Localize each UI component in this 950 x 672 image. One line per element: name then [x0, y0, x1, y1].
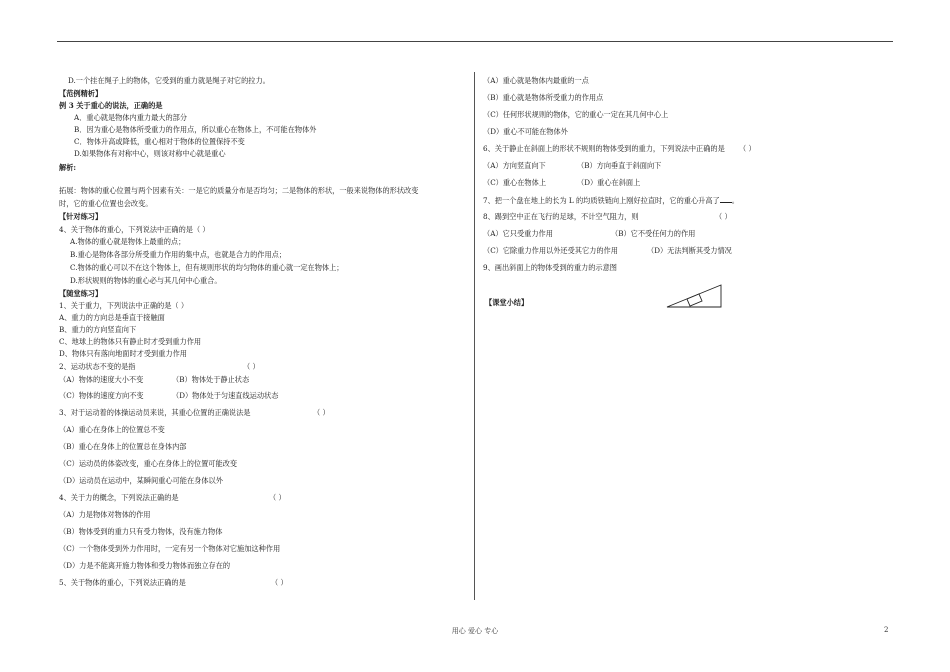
text-line: （A）重心就是物体内最重的一点: [483, 76, 589, 85]
text-line: （C）一个物体受到外力作用时，一定有另一个物体对它施加这种作用: [59, 544, 281, 553]
text-line: （C）重心在物体上: [483, 178, 547, 187]
text-line: （C）物体的速度方向不变: [59, 391, 144, 400]
text-line: 例 3 关于重心的说法，正确的是: [59, 101, 163, 110]
text-line: 4、关于力的概念，下列说法正确的是: [59, 493, 179, 502]
text-line: （ ）: [243, 362, 260, 371]
text-line: （ ）: [271, 578, 288, 587]
text-line: （A）重心在身体上的位置总不变: [59, 425, 165, 434]
text-line: （D）无法判断其受力情况: [647, 246, 732, 255]
answer-blank[interactable]: [720, 196, 732, 203]
question-7-end: 。: [731, 196, 739, 205]
question-7-text: 7、把一个盘在地上的长为 L 的均质铁链向上刚好拉直时，它的重心升高了: [483, 196, 720, 205]
text-line: C．物体升高或降低，重心相对于物体的位置保持不变: [74, 137, 245, 146]
text-line: （B）物体受到的重力只有受力物体，没有施力物体: [59, 527, 223, 536]
text-line: 8、踢到空中正在飞行的足球，不计空气阻力，则: [483, 212, 639, 221]
text-line: 【针对练习】: [59, 212, 103, 221]
text-line: （C）它除重力作用以外还受其它力的作用: [483, 246, 618, 255]
text-line: （ ）: [269, 493, 286, 502]
text-line: （ ）: [739, 144, 756, 153]
text-line: B．因为重心是物体所受重力的作用点，所以重心在物体上，不可能在物体外: [74, 125, 317, 134]
text-line: 4、关于物体的重心，下列说法中正确的是（ ）: [59, 225, 210, 234]
text-line: （B）物体处于静止状态: [172, 375, 250, 384]
text-line: （A）它只受重力作用: [483, 229, 553, 238]
text-line: （ ）: [715, 212, 732, 221]
text-line: 拓展：物体的重心位置与两个因素有关：一是它的质量分布是否均匀；二是物体的形状，一般来说物体的形状改变: [59, 186, 419, 195]
text-line: 【范例精析】: [59, 89, 103, 98]
text-line: 1、关于重力，下列说法中正确的是（ ）: [59, 301, 189, 310]
text-line: （B）重心就是物体所受重力的作用点: [483, 93, 604, 102]
text-line: （D）重心在斜面上: [577, 178, 641, 187]
text-line: 时，它的重心位置也会改变。: [59, 199, 153, 208]
text-line: 【随堂练习】: [59, 289, 103, 298]
text-line: （C）任何形状规则的物体，它的重心一定在其几何中心上: [483, 110, 669, 119]
text-line: 解析:: [59, 163, 77, 172]
page-footer: 用心 爱心 专心: [451, 627, 499, 635]
text-line: D.如果物体有对称中心，则该对称中心就是重心: [74, 149, 226, 158]
text-line: B、重力的方向竖直向下: [59, 325, 137, 334]
text-line: （B）重心在身体上的位置总在身体内部: [59, 442, 187, 451]
header-rule: [57, 41, 893, 42]
incline-diagram: [666, 283, 724, 309]
text-line: （ ）: [313, 408, 330, 417]
text-line: 6、关于静止在斜面上的形状不规则的物体受到的重力，下列说法中正确的是: [483, 144, 725, 153]
text-line: （A）力是物体对物体的作用: [59, 510, 151, 519]
column-divider: [474, 72, 475, 600]
text-line: （A）方向竖直向下: [483, 161, 546, 170]
text-line: D、物体只有落向地面时才受到重力作用: [59, 349, 187, 358]
text-line: （D）运动员在运动中，某瞬间重心可能在身体以外: [59, 476, 223, 485]
text-line: （D）物体处于匀速直线运动状态: [172, 391, 279, 400]
page-number: 2: [884, 626, 889, 634]
text-line: C.物体的重心可以不在这个物体上，但有规则形状的均匀物体的重心就一定在物体上；: [70, 263, 344, 272]
text-line: （D）重心不可能在物体外: [483, 127, 568, 136]
text-line: D.一个挂在绳子上的物体，它受到的重力就是绳子对它的拉力。: [68, 76, 270, 85]
text-line: （A）物体的速度大小不变: [59, 375, 144, 384]
text-line: C、地球上的物体只有静止时才受到重力作用: [59, 337, 202, 346]
text-line: （D）力是不能离开施力物体和受力物体而独立存在的: [59, 561, 231, 570]
text-line: A．重心就是物体内重力最大的部分: [74, 113, 188, 122]
text-line: 9、画出斜面上的物体受到的重力的示意图: [483, 263, 617, 272]
text-line: 2、运动状态不变的是指: [59, 362, 136, 371]
text-line: 【课堂小结】: [485, 298, 529, 307]
text-line: A.物体的重心就是物体上最重的点；: [70, 237, 186, 246]
text-line: （B）它不受任何力的作用: [611, 229, 696, 238]
text-line: （C）运动员的体姿改变，重心在身体上的位置可能改变: [59, 459, 238, 468]
text-line: 3、对于运动着的体操运动员来说，其重心位置的正确说法是: [59, 408, 251, 417]
text-line: B.重心是物体各部分所受重力作用的集中点，也就是合力的作用点；: [70, 250, 287, 259]
text-line: 5、关于物体的重心，下列说法正确的是: [59, 578, 186, 587]
block-on-incline: [687, 294, 702, 306]
text-line: A、重力的方向总是垂直于接触面: [59, 313, 165, 322]
text-line: D.形状规则的物体的重心必与其几何中心重合。: [70, 276, 222, 285]
question-7: [483, 196, 739, 204]
text-line: （B）方向垂直于斜面向下: [577, 161, 662, 170]
